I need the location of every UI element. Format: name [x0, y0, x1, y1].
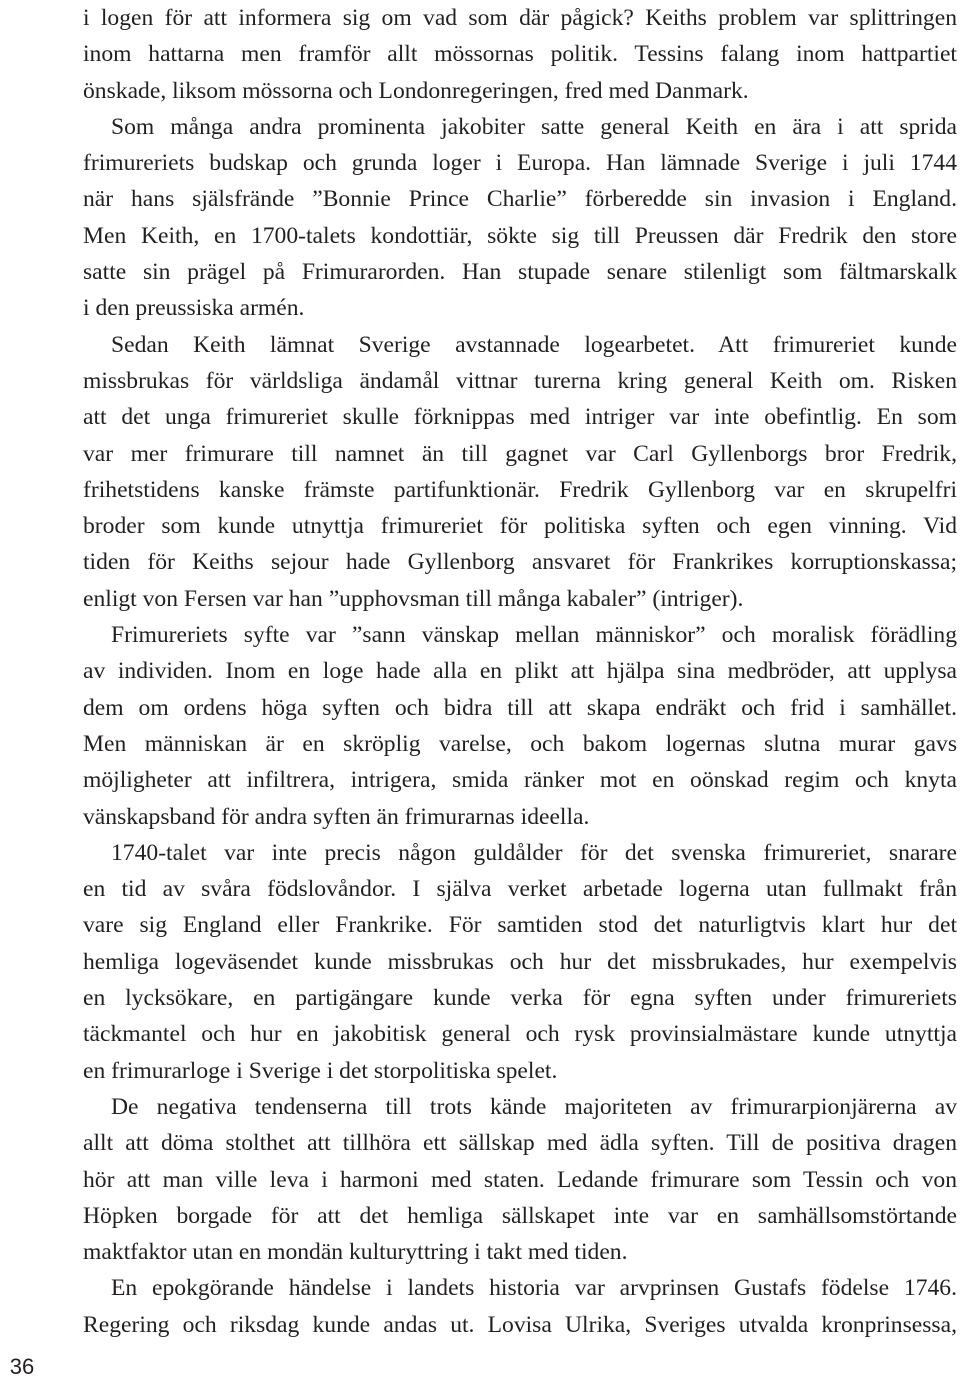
text-line: frihetstidens kanske främste partifunktionär. Fredrik Gyllenborg var en skrupelfri: [83, 476, 957, 503]
text-line: att det unga frimureriet skulle förknippas med intriger var inte obefintlig. En som: [83, 404, 957, 431]
text-line: när hans själsfrände ”Bonnie Prince Charlie” förberedde sin invasion i England.: [83, 186, 957, 213]
text-line: Men människan är en skröplig varelse, och bakom logernas slutna murar gavs: [83, 730, 957, 757]
text-line: i logen för att informera sig om vad som där pågick? Keiths problem var splittringen: [83, 5, 957, 31]
text-line: De negativa tendenserna till trots kände majoriteten av frimurarpionjärerna av: [111, 1093, 957, 1120]
text-line: täckmantel och hur en jakobitisk general och rysk provinsialmästare kunde utnyttja: [83, 1021, 957, 1048]
text-line: dem om ordens höga syften och bidra till att skapa endräkt och frid i samhället.: [83, 694, 957, 721]
text-line: var mer frimurare till namnet än till gagnet var Carl Gyllenborgs bror Fredrik,: [83, 440, 957, 467]
page-number: 36: [9, 1354, 35, 1379]
text-line: i den preussiska armén.: [83, 295, 305, 322]
text-line: Regering och riksdag kunde andas ut. Lovisa Ulrika, Sveriges utvalda kronprinsessa,: [83, 1311, 957, 1338]
text-line: önskade, liksom mössorna och Londonregeringen, fred med Danmark.: [83, 77, 749, 104]
text-line: en tid av svåra födslovåndor. I själva verket arbetade logerna utan fullmakt från: [83, 876, 957, 903]
text-line: inom hattarna men framför allt mössornas politik. Tessins falang inom hattpartiet: [83, 41, 957, 68]
text-line: möjligheter att infiltrera, intrigera, smida ränker mot en oönskad regim och knyta: [83, 767, 957, 794]
text-line: missbrukas för världsliga ändamål vittnar turerna kring general Keith om. Risken: [83, 367, 957, 394]
text-line: tiden för Keiths sejour hade Gyllenborg ansvaret för Frankrikes korruptionskassa;: [83, 549, 957, 576]
text-line: En epokgörande händelse i landets historia var arvprinsen Gustafs födelse 1746.: [111, 1275, 957, 1302]
text-line: allt att döma stolthet att tillhöra ett sällskap med ädla syften. Till de positiva dragen: [83, 1130, 957, 1157]
text-line: broder som kunde utnyttja frimureriet för politiska syften och egen vinning. Vid: [83, 513, 957, 540]
text-line: Men Keith, en 1700-talets kondottiär, sökte sig till Preussen där Fredrik den store: [83, 222, 957, 249]
text-line: Sedan Keith lämnat Sverige avstannade logearbetet. Att frimureriet kunde: [111, 331, 957, 358]
text-line: vare sig England eller Frankrike. För samtiden stod det naturligtvis klart hur det: [83, 912, 957, 939]
text-line: hör att man ville leva i harmoni med staten. Ledande frimurare som Tessin och von: [83, 1166, 957, 1193]
body-text: [83, 0, 957, 1343]
text-line: vänskapsband för andra syften än frimurarnas ideella.: [83, 803, 590, 830]
text-line: maktfaktor utan en mondän kulturyttring i takt med tiden.: [83, 1239, 628, 1266]
text-line: enligt von Fersen var han ”upphovsman till många kabaler” (intriger).: [83, 585, 744, 612]
text-line: Frimureriets syfte var ”sann vänskap mellan människor” och moralisk förädling: [111, 622, 957, 649]
text-line: 1740-talet var inte precis någon guldålder för det svenska frimureriet, snarare: [111, 839, 957, 866]
text-line: av individen. Inom en loge hade alla en plikt att hjälpa sina medbröder, att upplysa: [83, 658, 957, 685]
text-line: en frimurarloge i Sverige i det storpolitiska spelet.: [83, 1057, 558, 1084]
text-line: en lycksökare, en partigängare kunde verka för egna syften under frimureriets: [83, 985, 957, 1012]
text-line: Som många andra prominenta jakobiter satte general Keith en ära i att sprida: [111, 113, 957, 140]
text-line: hemliga logeväsendet kunde missbrukas och hur det missbrukades, hur exempelvis: [83, 948, 957, 975]
text-line: Höpken borgade för att det hemliga sällskapet inte var en samhällsomstörtande: [83, 1202, 957, 1229]
text-line: frimureriets budskap och grunda loger i Europa. Han lämnade Sverige i juli 1744: [83, 150, 957, 177]
text-line: satte sin prägel på Frimurarorden. Han stupade senare stilenligt som fältmarskalk: [83, 259, 957, 286]
